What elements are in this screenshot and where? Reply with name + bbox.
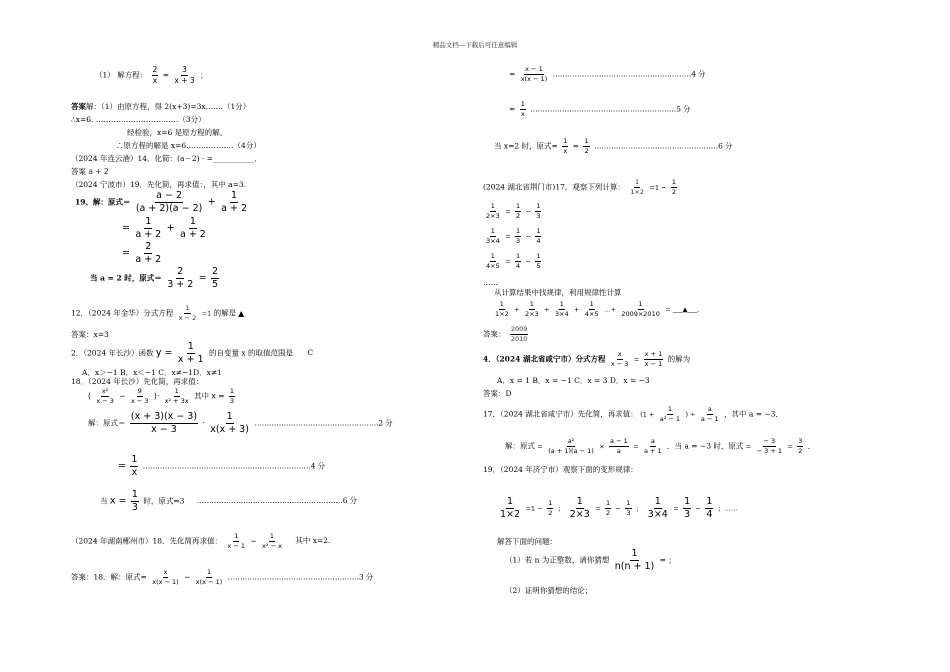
q18-minus: − [119,391,126,401]
rule-minus: − [537,504,543,513]
rule-sep: ； [635,504,643,513]
s17xn-frac2: $\frac{a - 1}{a}$ [610,437,628,455]
s19-frac3: $\frac{1}{a + 2}$ [135,216,162,240]
sum-eq-blank: = ___▲___． [665,305,704,314]
obs-a: $\frac{1}{4}$ [515,252,521,270]
q12-eq: =1 [201,309,212,318]
rule-eq: = [595,504,601,513]
s19-frac6: $\frac{2}{3 + 2}$ [167,266,194,290]
q18cz-minus: − [250,536,257,546]
s19-frac4: $\frac{1}{a + 2}$ [179,216,206,240]
s18-line3 [100,490,357,513]
q4-option-c: C．x = 3 [574,376,608,385]
q4-option-a: A．x = 1 [497,376,530,385]
rule-minus: − [695,504,701,513]
q18cz-frac1: $\frac{1}{x - 1}$ [227,532,245,550]
q17xn-where: ，其中 a = −3． [723,409,783,419]
obs-minus: − [525,257,531,266]
s17xn-end: ． [807,441,816,451]
sub2-line: （2）证明你猜想的结论； [505,586,593,595]
q17jm-line [483,179,679,196]
q17jm-text: (2024 湖北省荆门市)17．观察下列计算： [483,182,625,192]
obs-minus: − [525,207,531,216]
s18-label: 解：原式＝ [88,418,126,428]
q4-option-b: B．x = −1 [532,376,572,385]
ans12: 答案：x=3 [71,330,109,339]
q12-frac: $\frac{1}{x - 2}$ [178,304,197,322]
s19-line3 [122,242,164,265]
ans1-l4: ∴原方程的解是 x=6.………………（4分） [116,141,261,150]
ellipsis: …… [483,278,498,287]
ans1-line [71,103,250,111]
ans1-l3: 经检验，x=6 是原方程的解。 [127,128,228,137]
q17-first-r: $\frac{1}{2}$ [671,178,677,196]
s17xn-eq4: = [787,442,793,451]
sum-plus: + [574,305,580,314]
q2-text: 2．（2024 年长沙）函数 [71,348,154,358]
rule-eq: = [673,504,679,513]
sum-term: $\frac{1}{3\times 4}$ [554,300,569,318]
s18-when: 当 [100,496,108,506]
s18-line2 [118,455,325,478]
s19-frac1: $\frac{a - 2}{(a + 2)(a - 2)}$ [135,190,203,214]
sum-term: $\frac{1}{2\times 3}$ [524,300,539,318]
a18cz-line [71,569,373,586]
q17-first-eq: =1 − [649,183,667,192]
r1-dots: …………………………………………………4 分 [552,69,706,79]
q17-first-frac: $\frac{1}{1\times 2}$ [630,178,644,196]
q2-options: A．x＞−1 B．x＜−1 C．x≠−1D．x≠1 [82,368,222,377]
s18-frac-r: $\frac{1}{x}$ [131,454,138,478]
s18-eq: = [118,460,126,472]
r3-dots: ……………………………………………6 分 [593,141,733,151]
s18-frac1: $\frac{(x + 3)(x - 3)}{x - 3}$ [130,411,198,435]
q2-ans: C [307,348,314,358]
r2-frac: $\frac{1}{x}$ [520,100,525,118]
answer-q: 解答下面的问题： [497,537,557,546]
sum-term-last: $\frac{1}{2009\times 2010}$ [621,300,660,318]
obs-lhs: $\frac{1}{2\times 3}$ [486,202,500,220]
q4-option-d: D．x = −3 [609,376,650,385]
ans14-label: 答案 [71,167,86,176]
a18cz-label: 答案：18．解：原式= [71,572,147,582]
sum-term: $\frac{1}{4\times 5}$ [584,300,599,318]
sum-dots: …+ [603,305,616,314]
rule-minus: − [615,504,621,513]
s19-when: 当 a = 2 时，原式＝ [90,273,162,283]
rule-b: $\frac{1}{2}$ [548,499,553,517]
s18-frac2: $\frac{1}{x(x + 3)}$ [210,411,249,435]
s17xn-frac4: $\frac{- 3}{- 3 + 1}$ [756,437,783,455]
q18-mul: )· [153,391,160,401]
rule-a: $\frac{1}{3}$ [684,496,691,520]
q1-eq: = [162,70,170,80]
q18cz-line [71,533,330,550]
s18-dot: · [202,418,205,428]
rule-a: $\frac{1}{2}$ [606,499,611,517]
obs-b: $\frac{1}{5}$ [536,252,541,270]
obs-eq: = [505,207,511,216]
r1-eq: = [509,69,516,79]
obs-minus: − [525,232,531,241]
q12-blank: ▲ [238,309,244,318]
q18-frac-c: $\frac{1}{\text{x² + 3x}}$ [164,387,189,405]
q17xn-div: ) ÷ [685,410,696,419]
s19-frac7: $\frac{2}{5}$ [212,266,219,290]
q2-end: 的自变量 x 的取值范围是 [208,348,293,358]
obs-lhs: $\frac{1}{3\times 4}$ [486,227,500,245]
sum-plus: + [544,305,550,314]
s17xn-frac1: $\frac{\text{a²}}{(a + 1)(a - 1)}$ [548,437,594,455]
q4-end: 的解为 [667,354,691,364]
rule-lhs: $\frac{1}{2\times 3}$ [569,496,590,520]
q18-paren: ( [88,391,91,401]
s18-res: 时，原式=3 [143,496,185,506]
s19-line1 [75,191,250,214]
sum-plus: + [514,305,520,314]
s17xn-when: ．当 a = −3 时，原式 [667,441,744,451]
r3-eq: = [572,141,580,151]
obs-b: $\frac{1}{3}$ [536,202,541,220]
q14-line: （2024 年连云港）14．化简：(a－2) · =___________． [71,154,262,163]
q1-end: ； [200,70,208,80]
q4-answer: 答案：D [483,389,512,398]
obs-row-3 [483,253,543,270]
obs-a: $\frac{1}{2}$ [515,202,521,220]
s19-frac2: $\frac{1}{a + 2}$ [221,190,248,214]
q1-frac1: $\frac{2}{x}$ [152,65,158,85]
obs-eq: = [505,232,511,241]
s17xn-line [505,438,815,455]
q4-eq: = [633,355,640,364]
a18cz-frac1: $\frac{x}{x(x - 1)}$ [152,568,179,586]
a18cz-frac2: $\frac{1}{x(x - 1)}$ [195,568,223,586]
r3-line [494,138,732,155]
s17xn-mul: × [599,442,605,451]
s18-dots1: ……………………………………………2 分 [254,418,393,428]
obs-a: $\frac{1}{3}$ [515,227,521,245]
r2-line [509,101,690,118]
s18-dots3: ……………………………………………………6 分 [196,496,357,506]
sub1-text: （1）若 n 为正整数，请你猜想 [505,555,610,565]
ans17-label: 答案： [483,329,506,339]
q19-ningbo: （2024 宁波市）19．先化简，再求值：，其中 a=3. [71,180,247,189]
q18cz-where: 其中 x=2. [295,536,331,546]
s19-line4 [90,267,221,290]
q2-y: y = [155,347,173,359]
s19-eq1: = [122,222,130,234]
s19-plus: + [207,196,216,208]
q18-x: x = [211,391,225,401]
a18cz-dots: ………………………………………………3 分 [227,572,374,582]
q17xn-text: 17．（2024 湖北省咸宁市）先化简，再求值： [483,409,638,419]
a18cz-minus: − [184,572,191,582]
r2-eq: = [509,104,516,114]
ans1-l2: ∴x=6. ……………………………（3分） [71,115,206,124]
s19-eq2: = [122,247,130,259]
q18-expr [88,388,237,405]
q17xn-frac2: $\frac{a}{a - 1}$ [700,405,719,423]
q4-line [483,351,690,368]
q12-line [71,305,244,322]
q2-line [71,342,313,365]
s19-line2 [122,217,209,240]
ans14-value: a + 2 [88,167,109,176]
sum-term: $\frac{1}{1\times 2}$ [495,300,509,318]
rule-sep: ； [557,504,565,513]
ans17-frac: $\frac{2009}{2010}$ [510,325,528,343]
r3-text: 当 x=2 时，原式= [494,141,558,151]
rule-b: $\frac{1}{4}$ [706,496,713,520]
q17xn-frac1: $\frac{1}{\text{a² − 1}}$ [659,405,681,423]
q2-frac: $\frac{1}{x + 1}$ [177,341,204,365]
rule-line [497,497,737,520]
q1-line [95,66,208,85]
s19-plus2: + [166,222,175,234]
q1-label: （1） 解方程： [95,70,148,80]
r3-frac2: $\frac{1}{2}$ [584,137,589,155]
s18-dots2: ……………………………………………………………4 分 [142,461,325,471]
q18-frac-b: $\frac{9}{x - 3}$ [130,387,149,405]
sum-line [492,301,704,318]
r1-line [509,66,705,83]
s17xn-eq3: = [745,442,752,451]
q4-frac2: $\frac{x + 1}{x - 1}$ [644,350,663,368]
page-header: 精品文档---下载后可任意编辑 [432,41,518,49]
s18-wx: x = [109,495,127,507]
r3-frac1: $\frac{1}{x}$ [563,137,568,155]
s17xn-eq2: = [633,442,639,451]
q12-text: 12．（2024 年金华）分式方程 [71,308,174,318]
s18-frac-wx: $\frac{1}{3}$ [131,489,138,513]
q18cs-line: 18．（2024 年长沙）先化简，再求值： [71,377,204,386]
rule-lhs: $\frac{1}{3\times 4}$ [647,496,668,520]
obs-lhs: $\frac{1}{4\times 5}$ [486,252,500,270]
obs-row-1 [483,203,543,220]
sub1-line [505,549,676,572]
s19-label: 19、解：原式＝ [75,197,131,207]
q18-frac-x: $\frac{1}{3}$ [229,387,235,405]
q19jn-line: 19．（2024 年济宁市）观察下面的变形规律： [483,465,638,474]
q17xn-line [483,406,783,423]
s17xn-frac5: $\frac{3}{2}$ [798,437,803,455]
q1-frac2: $\frac{3}{x + 3}$ [174,65,195,85]
ans14-line [71,168,109,176]
s17xn-eq: = [537,442,543,451]
ans1-text: 解：（1）由原方程，得 2(x+3)=3x,……（1分） [86,102,251,111]
q18-where: 其中 [194,391,210,401]
s17xn-frac3: $\frac{a}{a + 1}$ [643,437,662,455]
obs-eq: = [505,257,511,266]
s18-line1 [88,412,392,435]
r2-dots: ……………………………………………………5 分 [530,104,691,114]
s19-frac5: $\frac{2}{a + 2}$ [135,241,162,265]
q18-frac-a: $\frac{\text{x²}}{x - 3}$ [96,387,114,405]
s19-eq3: = [198,272,207,284]
rule-text: 从计算结果中找规律，利用规律性计算 [494,288,622,297]
r1-frac: $\frac{x - 1}{x(x - 1)}$ [520,65,548,83]
sub1-frac: $\frac{1}{n(n + 1)}$ [614,548,655,572]
q4-text: 4．（2024 湖北省咸宁市）分式方程 [483,354,606,364]
q12-end: 的解是 [213,308,237,318]
q4-frac1: $\frac{x}{x - 3}$ [610,350,629,368]
ans1-head: 答案 [71,102,86,111]
obs-row-2 [483,228,543,245]
rule-lhs: $\frac{1}{1\times 2}$ [500,496,521,520]
s17xn-label: 解：原式 [505,441,535,451]
q17xn-paren: (1 + [640,410,655,419]
sub1-end: = ； [659,555,676,565]
q18cz-text: （2024 年湖南郴州市）18．先化简再求值： [71,536,223,546]
q18cz-frac2: $\frac{1}{\text{x² − x}}$ [262,532,282,550]
q4-options [497,377,650,385]
ans17-line [483,326,530,343]
rule-end: ；…… [717,504,738,513]
rule-b: $\frac{1}{3}$ [626,499,631,517]
rule-one: =1 [525,504,536,513]
obs-b: $\frac{1}{4}$ [536,227,541,245]
